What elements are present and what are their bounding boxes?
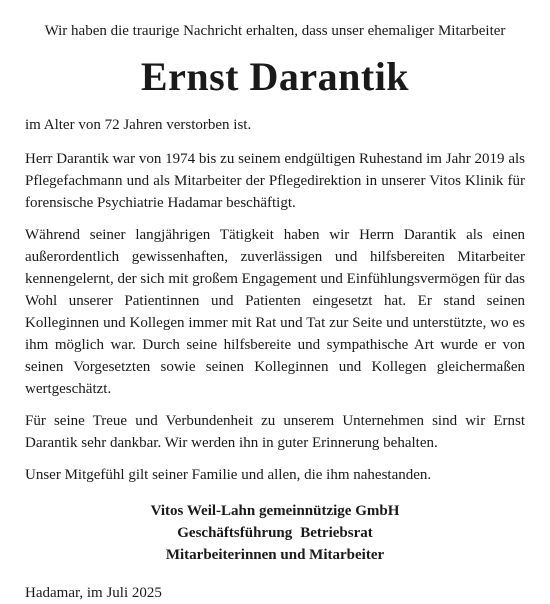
paragraph-employment: Herr Darantik war von 1974 bis zu seinem endgültigen Ruhestand im Jahr 2019 als Pflegefachmann und als Mitarbeiter der Pflegedirektion in unserer Vitos Klinik für forensische Psychiatrie Hadamar beschäftigt. [25,151,525,211]
signature-management: Geschäftsführung [177,525,293,541]
paragraph-condolence: Unser Mitgefühl gilt seiner Familie und allen, die ihm nahestanden. [25,467,432,483]
paragraph-tribute: Während seiner langjährigen Tätigkeit haben wir Herrn Darantik als einen außerordentlich gewissenhaften, zuverlässigen und hilfsbereiten Mitarbeiter kennengelernt, der sich mit großem Engagement und Einfühlungsvermögen für das Wohl unserer Patientinnen und Patienten eingesetzt hat. Er stand seinen Kolleginnen und Kollegen immer mit Rat und Tat zur Seite und unterstützte, wo es ihm möglich war. Durch seine hilfsbereite und sympathische Art wurde er von seinen Vorgesetzten sowie seinen Kolleginnen und Kollegen gleichermaßen wertgeschätzt. [25,227,525,397]
age-line: im Alter von 72 Jahren verstorben ist. [25,117,252,133]
signature-works-council: Betriebsrat [300,525,373,541]
paragraph-gratitude: Für seine Treue und Verbundenheit zu unserem Unternehmen sind wir Ernst Darantik sehr dankbar. Wir werden ihn in guter Erinnerung behalten. [25,413,525,451]
place-date: Hadamar, im Juli 2025 [25,585,162,601]
signature-staff: Mitarbeiterinnen und Mitarbeiter [165,547,385,563]
signature-organization: Vitos Weil-Lahn gemeinnützige GmbH [150,503,400,519]
deceased-name: Ernst Darantik [140,54,410,99]
signature-block [25,500,525,566]
intro-text: Wir haben die traurige Nachricht erhalten, dass unser ehemaliger Mitarbeiter [44,23,506,39]
signature-roles [25,522,525,544]
